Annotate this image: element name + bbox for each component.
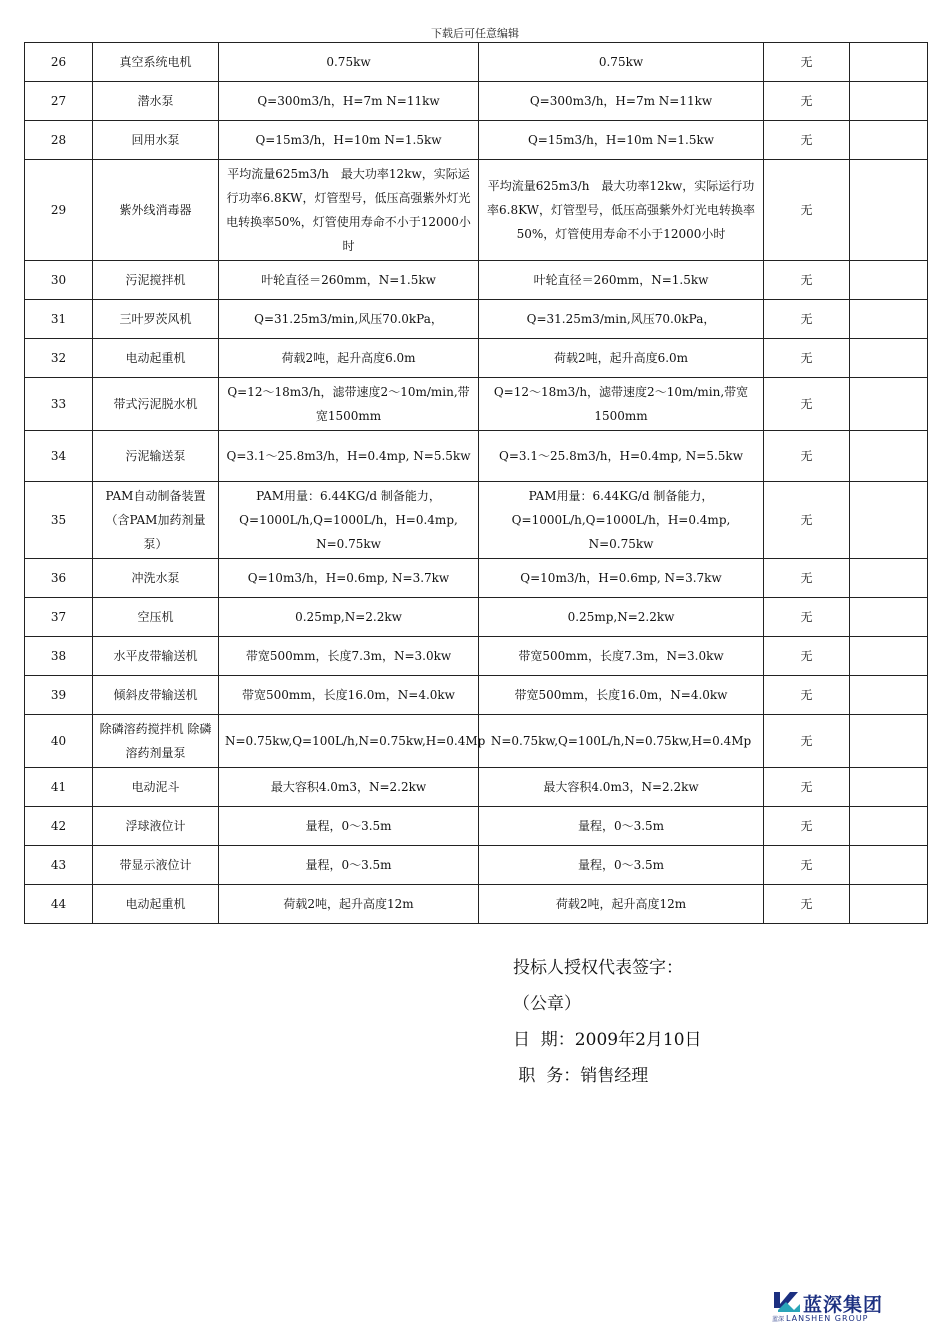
deviation-cell: 无 [764,82,850,121]
table-row [25,637,928,676]
remark-cell [850,715,928,768]
deviation-cell: 无 [764,715,850,768]
response-spec-cell: PAM用量：6.44KG/d 制备能力，Q=1000L/h,Q=1000L/h，H=0.4mp, N=0.75kw [479,482,764,559]
deviation-cell: 无 [764,559,850,598]
equipment-name-cell: 紫外线消毒器 [93,160,219,261]
remark-cell [850,121,928,160]
row-number-cell: 43 [25,846,93,885]
row-number-cell: 30 [25,261,93,300]
remark-cell [850,339,928,378]
table-row [25,300,928,339]
deviation-cell: 无 [764,598,850,637]
tender-spec-cell: 0.75kw [219,43,479,82]
tender-spec-cell: Q=15m3/h，H=10m N=1.5kw [219,121,479,160]
equipment-name-cell: 真空系统电机 [93,43,219,82]
table-row [25,559,928,598]
row-number-cell: 36 [25,559,93,598]
equipment-name-cell: 浮球液位计 [93,807,219,846]
row-number-cell: 38 [25,637,93,676]
tender-spec-cell: Q=300m3/h，H=7m N=11kw [219,82,479,121]
remark-cell [850,43,928,82]
tender-spec-cell: 叶轮直径＝260mm，N=1.5kw [219,261,479,300]
deviation-cell: 无 [764,676,850,715]
row-number-cell: 26 [25,43,93,82]
response-spec-cell: Q=15m3/h，H=10m N=1.5kw [479,121,764,160]
remark-cell [850,431,928,482]
deviation-cell: 无 [764,846,850,885]
equipment-spec-table [24,42,928,924]
signature-label: 投标人授权代表签字： [513,958,683,978]
remark-cell [850,846,928,885]
table-row [25,378,928,431]
equipment-name-cell: 带式污泥脱水机 [93,378,219,431]
remark-cell [850,807,928,846]
table-row [25,160,928,261]
tender-spec-cell: 平均流量625m3/h 最大功率12kw，实际运行功率6.8KW，灯管型号，低压高强紫外灯光电转换率50%，灯管使用寿命不小于12000小时 [219,160,479,261]
remark-cell [850,261,928,300]
deviation-cell: 无 [764,807,850,846]
row-number-cell: 40 [25,715,93,768]
tender-spec-cell: Q=10m3/h，H=0.6mp, N=3.7kw [219,559,479,598]
table-row [25,121,928,160]
equipment-name-cell: PAM自动制备装置（含PAM加药剂量泵） [93,482,219,559]
equipment-name-cell: 三叶罗茨风机 [93,300,219,339]
table-row [25,676,928,715]
equipment-name-cell: 电动起重机 [93,885,219,924]
deviation-cell: 无 [764,885,850,924]
table-row [25,482,928,559]
equipment-name-cell: 电动泥斗 [93,768,219,807]
response-spec-cell: N=0.75kw,Q=100L/h,N=0.75kw,H=0.4Mp [479,715,764,768]
response-spec-cell: 量程，0～3.5m [479,846,764,885]
remark-cell [850,885,928,924]
deviation-cell: 无 [764,637,850,676]
position-label: 职 务：销售经理 [513,1066,649,1086]
response-spec-cell: 带宽500mm，长度16.0m，N=4.0kw [479,676,764,715]
equipment-name-cell: 潜水泵 [93,82,219,121]
row-number-cell: 28 [25,121,93,160]
remark-cell [850,637,928,676]
deviation-cell: 无 [764,261,850,300]
remark-cell [850,676,928,715]
response-spec-cell: 带宽500mm，长度7.3m，N=3.0kw [479,637,764,676]
logo-sub-text: 蓝深 [772,1316,785,1323]
tender-spec-cell: 最大容积4.0m3，N=2.2kw [219,768,479,807]
tender-spec-cell: Q=3.1～25.8m3/h，H=0.4mp, N=5.5kw [219,431,479,482]
row-number-cell: 37 [25,598,93,637]
row-number-cell: 34 [25,431,93,482]
table-row [25,261,928,300]
table-row [25,598,928,637]
deviation-cell: 无 [764,121,850,160]
response-spec-cell: 荷载2吨，起升高度12m [479,885,764,924]
tender-spec-cell: 量程，0～3.5m [219,846,479,885]
table-body [25,43,928,924]
row-number-cell: 42 [25,807,93,846]
logo-chinese-name: 蓝深集团 [803,1294,884,1316]
table-row [25,43,928,82]
response-spec-cell: Q=10m3/h，H=0.6mp, N=3.7kw [479,559,764,598]
row-number-cell: 35 [25,482,93,559]
table-row [25,885,928,924]
row-number-cell: 29 [25,160,93,261]
tender-spec-cell: 带宽500mm，长度16.0m，N=4.0kw [219,676,479,715]
table-row [25,431,928,482]
equipment-name-cell: 污泥输送泵 [93,431,219,482]
tender-spec-cell: PAM用量：6.44KG/d 制备能力，Q=1000L/h,Q=1000L/h，H=0.4mp, N=0.75kw [219,482,479,559]
equipment-name-cell: 水平皮带输送机 [93,637,219,676]
deviation-cell: 无 [764,339,850,378]
deviation-cell: 无 [764,160,850,261]
row-number-cell: 32 [25,339,93,378]
equipment-name-cell: 冲洗水泵 [93,559,219,598]
tender-spec-cell: 荷载2吨，起升高度6.0m [219,339,479,378]
table-row [25,807,928,846]
row-number-cell: 33 [25,378,93,431]
equipment-name-cell: 带显示液位计 [93,846,219,885]
deviation-cell: 无 [764,43,850,82]
response-spec-cell: 荷载2吨，起升高度6.0m [479,339,764,378]
deviation-cell: 无 [764,768,850,807]
table-row [25,846,928,885]
remark-cell [850,82,928,121]
response-spec-cell: 最大容积4.0m3，N=2.2kw [479,768,764,807]
response-spec-cell: Q=31.25m3/min,风压70.0kPa， [479,300,764,339]
remark-cell [850,378,928,431]
row-number-cell: 27 [25,82,93,121]
deviation-cell: 无 [764,431,850,482]
deviation-cell: 无 [764,378,850,431]
response-spec-cell: 0.75kw [479,43,764,82]
equipment-name-cell: 回用水泵 [93,121,219,160]
equipment-name-cell: 倾斜皮带输送机 [93,676,219,715]
remark-cell [850,559,928,598]
tender-spec-cell: 荷载2吨，起升高度12m [219,885,479,924]
remark-cell [850,768,928,807]
response-spec-cell: Q=3.1～25.8m3/h，H=0.4mp, N=5.5kw [479,431,764,482]
table-row [25,715,928,768]
logo-mark-icon [772,1290,802,1316]
table-row [25,768,928,807]
equipment-name-cell: 除磷溶药搅拌机 除磷溶药剂量泵 [93,715,219,768]
deviation-cell: 无 [764,300,850,339]
row-number-cell: 41 [25,768,93,807]
tender-spec-cell: 0.25mp,N=2.2kw [219,598,479,637]
header-note: 下载后可任意编辑 [431,27,519,40]
logo-english-name: LANSHEN GROUP [786,1314,869,1323]
tender-spec-cell: Q=31.25m3/min,风压70.0kPa， [219,300,479,339]
deviation-cell: 无 [764,482,850,559]
response-spec-cell: 量程，0～3.5m [479,807,764,846]
response-spec-cell: Q=300m3/h，H=7m N=11kw [479,82,764,121]
remark-cell [850,598,928,637]
response-spec-cell: 叶轮直径＝260mm，N=1.5kw [479,261,764,300]
signature-block [513,950,702,1094]
tender-spec-cell: N=0.75kw,Q=100L/h,N=0.75kw,H=0.4Mp [219,715,479,768]
remark-cell [850,300,928,339]
remark-cell [850,482,928,559]
remark-cell [850,160,928,261]
equipment-name-cell: 空压机 [93,598,219,637]
response-spec-cell: 0.25mp,N=2.2kw [479,598,764,637]
equipment-name-cell: 电动起重机 [93,339,219,378]
tender-spec-cell: 带宽500mm，长度7.3m，N=3.0kw [219,637,479,676]
response-spec-cell: Q=12～18m3/h，滤带速度2～10m/min,带宽1500mm [479,378,764,431]
tender-spec-cell: Q=12～18m3/h，滤带速度2～10m/min,带宽1500mm [219,378,479,431]
table-row [25,82,928,121]
date-label: 日 期：2009年2月10日 [513,1030,702,1050]
response-spec-cell: 平均流量625m3/h 最大功率12kw，实际运行功率6.8KW，灯管型号，低压高强紫外灯光电转换率50%，灯管使用寿命不小于12000小时 [479,160,764,261]
row-number-cell: 31 [25,300,93,339]
company-logo [772,1290,902,1326]
tender-spec-cell: 量程，0～3.5m [219,807,479,846]
table-row [25,339,928,378]
equipment-name-cell: 污泥搅拌机 [93,261,219,300]
seal-label: （公章） [513,994,581,1014]
row-number-cell: 39 [25,676,93,715]
row-number-cell: 44 [25,885,93,924]
